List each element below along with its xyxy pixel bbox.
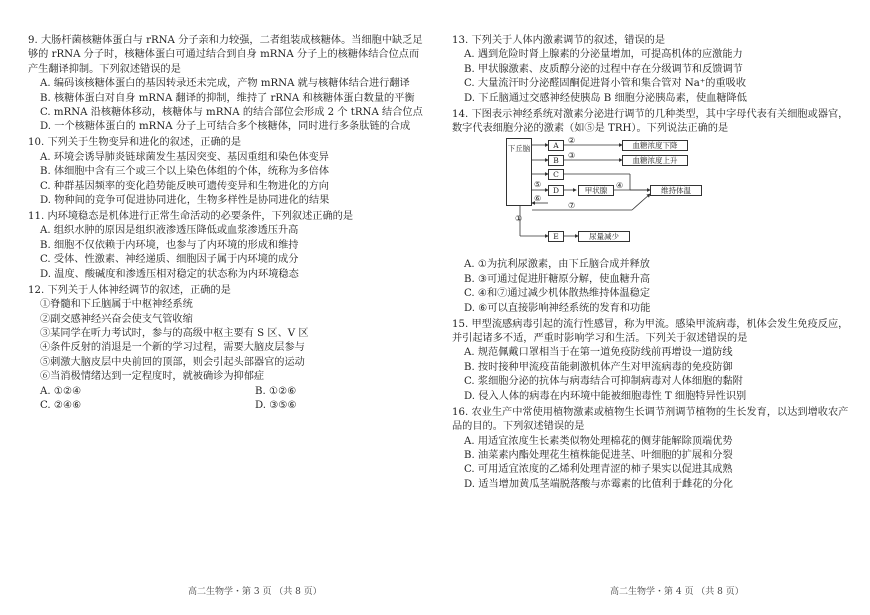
option-c: C. ②④⑥: [40, 399, 82, 411]
option-b: B. 核糖体蛋白对自身 mRNA 翻译的抑制，维持了 rRNA 和核糖体蛋白数量的平衡: [40, 92, 415, 104]
left-column: [28, 34, 426, 415]
question-11: [28, 210, 426, 282]
statement-item: ⑤刺激大脑皮层中央前回的顶部，则会引起头部器官的运动: [40, 356, 305, 368]
option-d: D. 下丘脑通过交感神经使胰岛 B 细胞分泌胰岛素，使血糖降低: [464, 92, 747, 104]
option-b: B. ①②⑥: [255, 385, 297, 397]
question-stem: 12. 下列关于人体神经调节的叙述，正确的是: [28, 284, 231, 296]
number-label: ⑦: [568, 201, 576, 211]
option-a: A. 用适宜浓度生长素类似物处理棉花的侧芽能解除顶端优势: [464, 435, 733, 447]
option-b: B. 甲状腺激素、皮质醇分泌的过程中存在分级调节和反馈调节: [464, 63, 743, 75]
question-stem: 13. 下列关于人体内激素调节的叙述，错误的是: [452, 35, 666, 46]
number-label: ②: [568, 136, 576, 146]
option-a: A. 规范佩戴口罩相当于在第一道免疫防线前再增设一道防线: [464, 347, 733, 359]
question-13: [452, 34, 850, 106]
hypothalamus-box: 下丘脑: [506, 138, 532, 206]
statement-item: ②副交感神经兴奋会使支气管收缩: [40, 313, 193, 325]
page-footer: 高二生物学・第 4 页 （共 8 页）: [610, 587, 744, 597]
number-label: ③: [568, 151, 576, 161]
number-label: ④: [616, 181, 624, 191]
option-b: B. 细胞不仅依赖于内环境，也参与了内环境的形成和维持: [40, 239, 299, 251]
regulation-diagram: [507, 136, 812, 256]
box-c: C: [548, 169, 564, 180]
target-box: 血糖浓度上升: [622, 155, 688, 166]
box-a: A: [548, 140, 564, 151]
thyroid-box: 甲状腺: [578, 185, 614, 196]
option-c: C. 浆细胞分泌的抗体与病毒结合可抑制病毒对人体细胞的黏附: [464, 376, 743, 388]
question-stem: 11. 内环境稳态是机体进行正常生命活动的必要条件，下列叙述正确的是: [28, 211, 354, 223]
question-stem: 9. 大肠杆菌核糖体蛋白与 rRNA 分子亲和力较强，二者组装成核糖体。当细胞中缺乏足够的 rRNA 分子时，核糖体蛋白可通过结合到自身 mRNA 分子上的核糖体结合位点而产生翻译抑制。下列叙述错误的是: [28, 35, 423, 75]
question-10: [28, 136, 426, 208]
option-d: D. 侵入人体的病毒在内环境中能被细胞毒性 T 细胞特异性识别: [464, 390, 747, 402]
option-a: A. 编码该核糖体蛋白的基因转录还未完成，产物 mRNA 就与核糖体结合进行翻译: [40, 78, 410, 90]
question-15: [452, 318, 850, 404]
question-stem: 16. 农业生产中常使用植物激素或植物生长调节剂调节植物的生长发育，以达到增收农产品的目的。下列叙述错误的是: [452, 406, 849, 433]
question-stem: 10. 下列关于生物变异和进化的叙述，正确的是: [28, 137, 242, 149]
statement-item: ①脊髓和下丘脑属于中枢神经系统: [40, 299, 193, 311]
option-b: B. 按时接种甲流疫苗能刺激机体产生对甲流病毒的免疫防御: [464, 361, 733, 373]
option-a: A. 组织水肿的原因是组织液渗透压降低或血浆渗透压升高: [40, 225, 299, 237]
option-d: D. ⑥可以直接影响神经系统的发育和功能: [464, 302, 651, 314]
option-a: A. 环境会诱导肺炎链球菌发生基因突变、基因重组和染色体变异: [40, 151, 329, 163]
target-box: 维持体温: [650, 185, 702, 196]
number-label: ⑤: [534, 180, 542, 190]
option-d: D. 温度、酸碱度和渗透压相对稳定的状态称为内环境稳态: [40, 268, 299, 280]
option-row: [28, 399, 426, 413]
right-column: [452, 34, 850, 494]
option-c: C. 可用适宜浓度的乙烯利处理青涩的柿子果实以促进其成熟: [464, 464, 733, 476]
option-d: D. 适当增加黄瓜茎端脱落酸与赤霉素的比值利于雌花的分化: [464, 478, 733, 490]
statement-item: ④条件反射的消退是一个新的学习过程，需要大脑皮层参与: [40, 342, 305, 354]
question-stem: 15. 甲型流感病毒引起的流行性感冒，称为甲流。感染甲流病毒，机体会发生免疫反应，并引起诸多不适，严重时影响学习和生活。下列关于叙述错误的是: [452, 318, 849, 345]
option-b: B. 体细胞中含有三个或三个以上染色体组的个体，统称为多倍体: [40, 166, 330, 178]
question-12: [28, 284, 426, 414]
target-box: 血糖浓度下降: [622, 140, 688, 151]
option-b: B. ③可通过促进肝糖原分解，使血糖升高: [464, 273, 651, 285]
target-box: 尿量减少: [578, 231, 630, 242]
option-c: C. ④和⑦通过减少机体散热维持体温稳定: [464, 288, 651, 300]
option-d: D. ③⑤⑥: [255, 399, 297, 411]
page-footer: 高二生物学・第 3 页 （共 8 页）: [188, 587, 322, 597]
option-row: [28, 385, 426, 399]
question-stem: 14. 下图表示神经系统对激素分泌进行调节的几种类型，其中字母代表有关细胞或器官，数字代表细胞分泌的激素（如⑤是 TRH）。下列说法正确的是: [452, 108, 849, 135]
box-d: D: [548, 185, 564, 196]
option-a: A. 遇到危险时肾上腺素的分泌量增加，可提高机体的应激能力: [464, 49, 743, 61]
option-b: B. 油菜素内酯处理花生植株能促进茎、叶细胞的扩展和分裂: [464, 449, 733, 461]
option-c: C. 受体、性激素、神经递质、细胞因子属于内环境的成分: [40, 254, 299, 266]
option-c: C. 种群基因频率的变化趋势能反映可遗传变异和生物进化的方向: [40, 180, 329, 192]
statement-item: ③某同学在听力考试时，参与的高级中枢主要有 S 区、V 区: [40, 327, 309, 339]
option-c: C. mRNA 沿核糖体移动，核糖体与 mRNA 的结合部位会形成 2 个 tRNA 结合位点: [40, 107, 423, 119]
question-9: [28, 34, 426, 135]
number-label: ①: [515, 214, 523, 224]
box-b: B: [548, 155, 564, 166]
statement-item: ⑥当消极情绪达到一定程度时，就被确诊为抑郁症: [40, 371, 265, 383]
option-a: A. ①为抗利尿激素，由下丘脑合成并释放: [464, 259, 650, 271]
question-14: [452, 108, 850, 316]
question-16: [452, 406, 850, 492]
option-d: D. 物种间的竞争可促进协同进化，生物多样性是协同进化的结果: [40, 195, 330, 207]
option-c: C. 大量流汗时分泌醛固酮促进肾小管和集合管对 Na⁺的重吸收: [464, 78, 747, 90]
option-a: A. ①②④: [40, 385, 82, 397]
number-label: ⑥: [534, 194, 542, 204]
box-e: E: [548, 231, 564, 242]
option-d: D. 一个核糖体蛋白的 mRNA 分子上可结合多个核糖体，同时进行多条肽链的合成: [40, 121, 411, 133]
